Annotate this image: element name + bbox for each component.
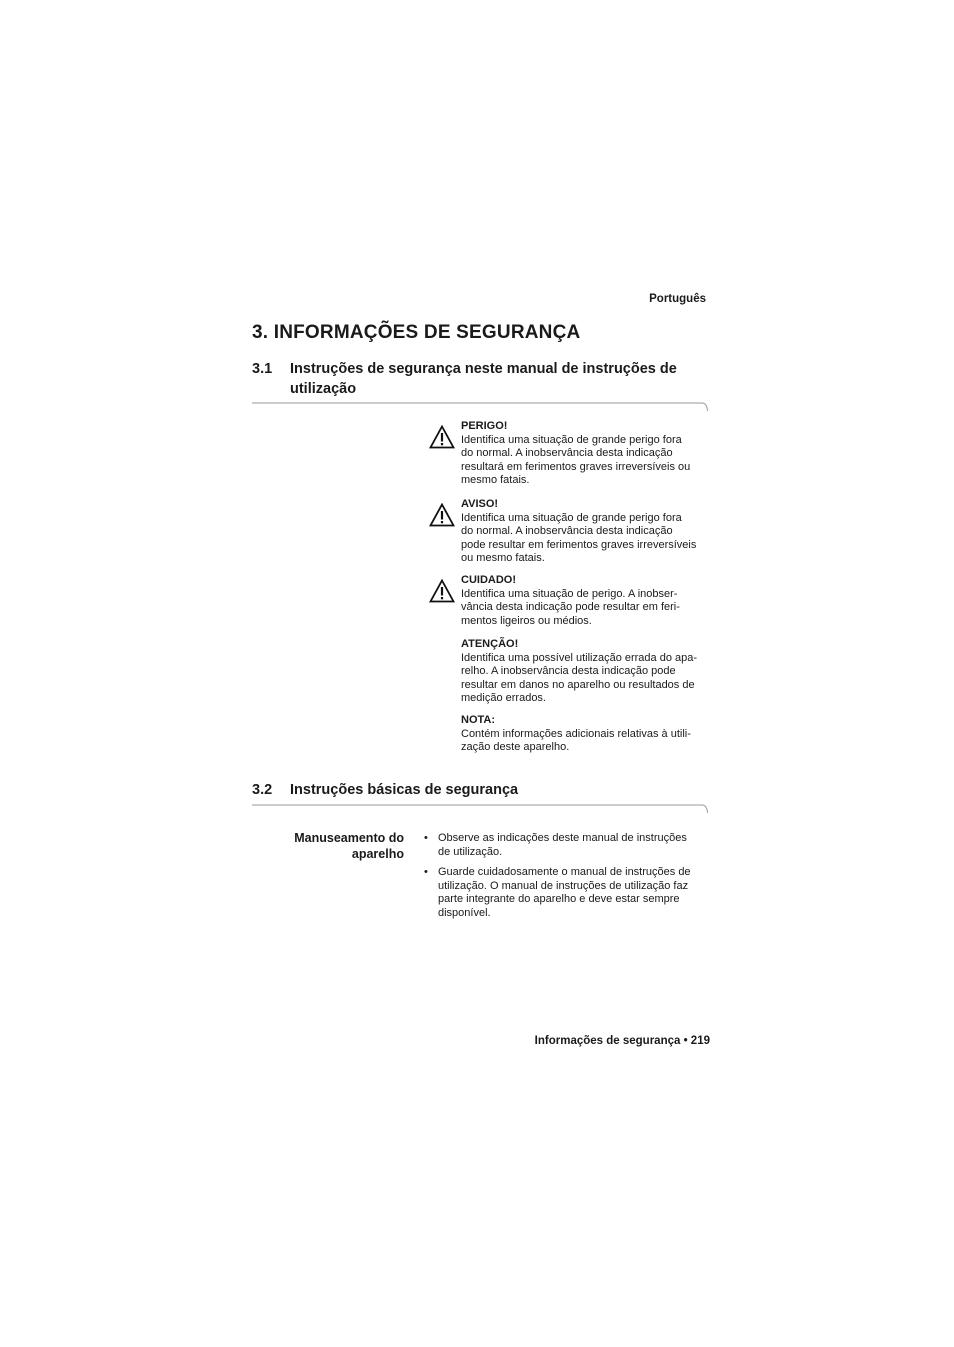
list-item-line: parte integrante do aparelho e deve estar sempre [438, 893, 680, 905]
section-number: 3.2 [252, 782, 273, 798]
language-label: Português [649, 293, 706, 305]
notice-line: medição errados. [461, 692, 546, 704]
section-heading-3-1 [252, 359, 710, 399]
notice-line: vância desta indicação pode resultar em feri- [461, 601, 680, 613]
notice-title: NOTA: [461, 714, 496, 726]
list-item-line: disponível. [438, 906, 491, 919]
section-title: Instruções de segurança neste manual de instruções de utilização [290, 361, 677, 397]
section-number: 3.1 [252, 361, 273, 377]
notice-line: Contém informações adicionais relativas à utili- [461, 727, 691, 740]
list-item-line: de utilização. [438, 845, 503, 858]
notice-line: Identifica uma possível utilização errada do apa- [461, 651, 698, 664]
warning-triangle-icon [429, 425, 455, 449]
chapter-title: 3. INFORMAÇÕES DE SEGURANÇA [252, 322, 581, 343]
section-divider [252, 402, 708, 412]
notice-line: mesmo fatais. [461, 474, 530, 486]
bullet-icon: • [424, 866, 428, 878]
notice-note [461, 714, 711, 755]
notice-line: resultar em danos no aparelho ou resultados de [461, 678, 695, 691]
handling-bullet-list [424, 832, 714, 927]
notice-title: AVISO! [461, 498, 499, 510]
notice-line: do normal. A inobservância desta indicação [461, 525, 673, 537]
notice-title: CUIDADO! [461, 574, 516, 586]
notice-title: PERIGO! [461, 420, 508, 432]
warning-triangle-icon [429, 503, 455, 527]
warning-triangle-icon [429, 579, 455, 603]
handling-side-label [244, 830, 404, 862]
notice-line: zação deste aparelho. [461, 741, 570, 753]
notice-warning [461, 498, 711, 566]
bullet-icon: • [424, 832, 428, 844]
notice-line: do normal. A inobservância desta indicação [461, 447, 673, 459]
section-title: Instruções básicas de segurança [290, 782, 519, 798]
notice-caution [461, 574, 711, 628]
notice-line: Identifica uma situação de perigo. A inobser- [461, 587, 678, 600]
notice-line: relho. A inobservância desta indicação pode [461, 665, 676, 677]
notice-danger [461, 420, 711, 488]
notice-attention [461, 638, 711, 706]
notice-line: Identifica uma situação de grande perigo fora [461, 433, 682, 446]
section-heading-3-2 [252, 780, 710, 800]
notice-line: ou mesmo fatais. [461, 552, 545, 564]
notice-title: ATENÇÃO! [461, 638, 519, 650]
list-item [424, 866, 714, 920]
notice-line: pode resultar em ferimentos graves irreversíveis [461, 538, 697, 551]
notice-line: Identifica uma situação de grande perigo fora [461, 511, 682, 524]
list-item [424, 832, 714, 859]
list-item-line: utilização. O manual de instruções de utilização faz [438, 879, 689, 892]
page-footer: Informações de segurança • 219 [534, 1035, 710, 1047]
side-label-line: Manuseamento do [294, 831, 404, 845]
list-item-line: Guarde cuidadosamente o manual de instruções de [438, 866, 691, 878]
list-item-line: Observe as indicações deste manual de instruções [438, 832, 687, 844]
notice-line: mentos ligeiros ou médios. [461, 614, 592, 627]
section-divider [252, 804, 708, 814]
notice-line: resultará em ferimentos graves irreversíveis ou [461, 460, 691, 473]
side-label-line: aparelho [351, 847, 404, 861]
